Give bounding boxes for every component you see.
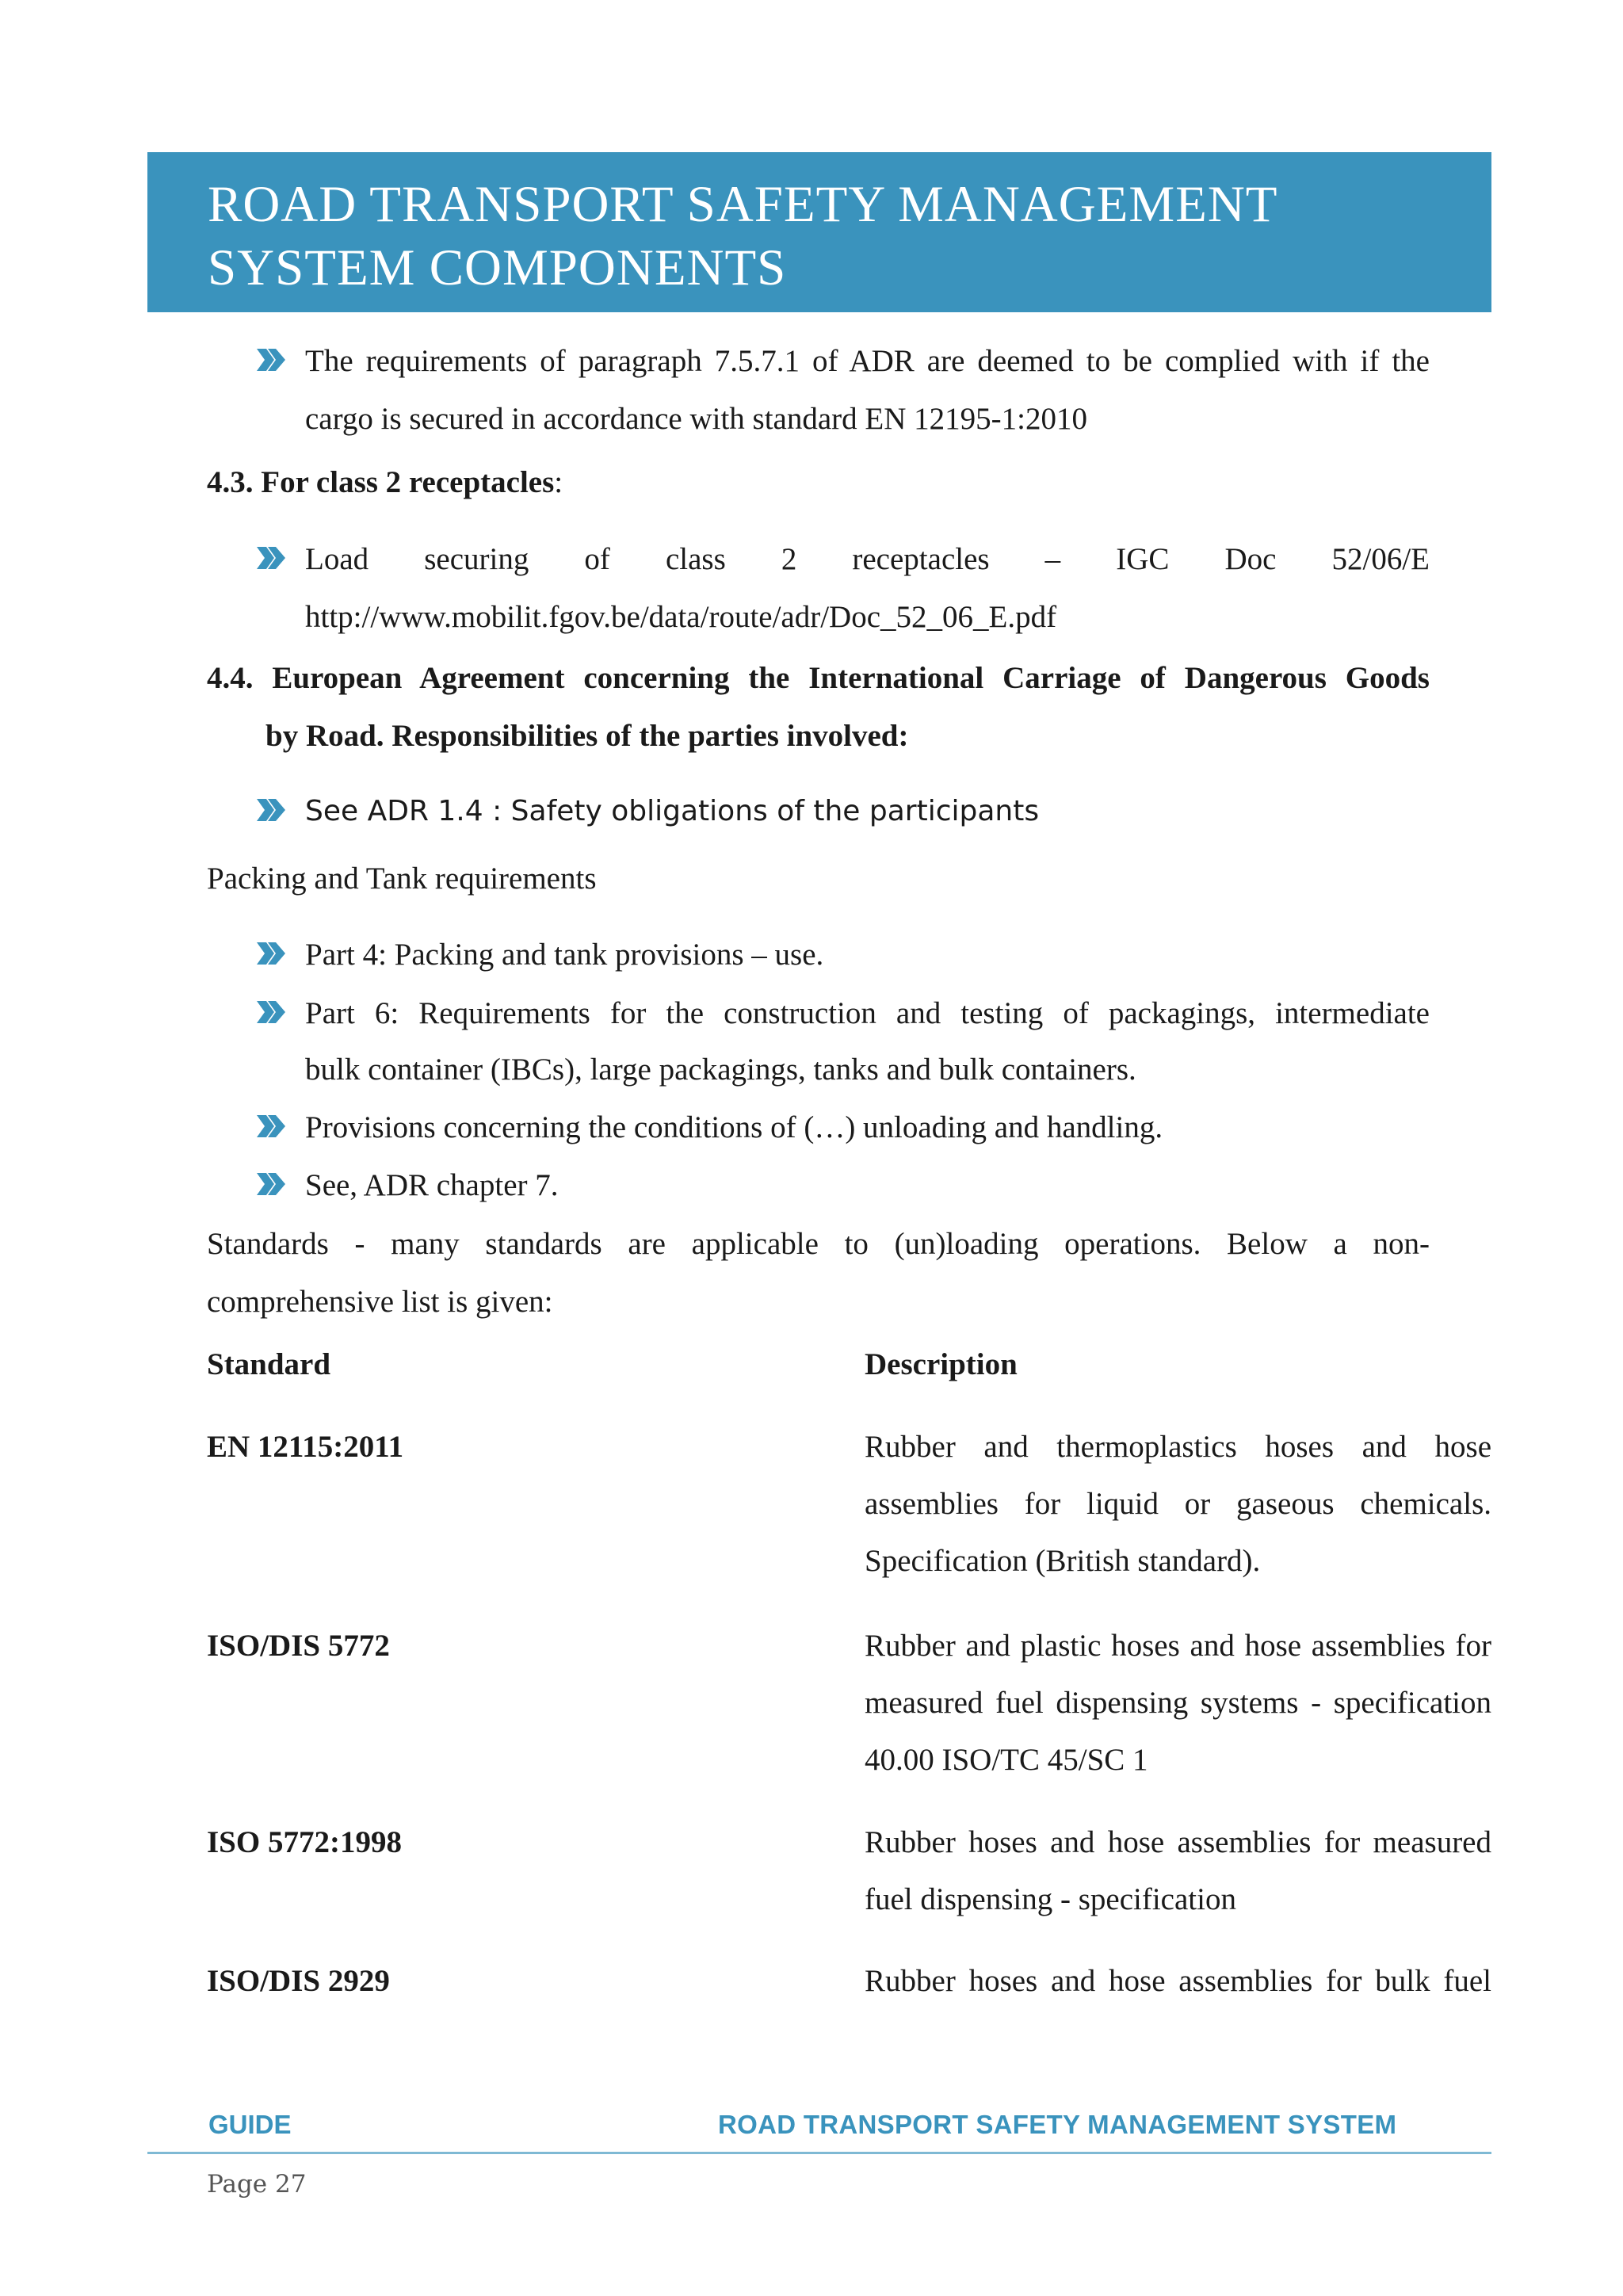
- list-item: Part 6: Requirements for the construction and testing of packagings, intermediate: [305, 996, 1430, 1030]
- table-cell-standard: ISO/DIS 2929: [207, 1964, 390, 1998]
- footer-document-title: ROAD TRANSPORT SAFETY MANAGEMENT SYSTEM: [718, 2110, 1397, 2139]
- table-cell-standard: ISO/DIS 5772: [207, 1629, 390, 1663]
- section-heading-4-3-text: 4.3. For class 2 receptacles: [207, 465, 555, 499]
- list-item: The requirements of paragraph 7.5.7.1 of ADR are deemed to be complied with if the: [305, 344, 1430, 378]
- packing-label: Packing and Tank requirements: [207, 861, 597, 896]
- section-heading-4-3-colon: :: [554, 465, 563, 499]
- table-header-standard: Standard: [207, 1347, 331, 1381]
- double-chevron-right-icon: [255, 1114, 287, 1139]
- section-heading-4-4: 4.4. European Agreement concerning the International Carriage of Dangerous Goods: [207, 661, 1430, 695]
- list-item: See ADR 1.4 : Safety obligations of the participants: [305, 795, 1040, 827]
- list-item-continuation: bulk container (IBCs), large packagings, tanks and bulk containers.: [305, 1052, 1136, 1087]
- table-header-description: Description: [865, 1347, 1018, 1381]
- table-cell-description: Rubber and thermoplastics hoses and hose assemblies for liquid or gaseous chemicals. Specification (British standard).: [865, 1430, 1491, 1578]
- standards-intro-line2: comprehensive list is given:: [207, 1285, 553, 1319]
- page-title-line2: SYSTEM COMPONENTS: [208, 239, 787, 296]
- section-heading-4-3: [207, 454, 1430, 511]
- header-band: [147, 152, 1491, 312]
- list-item-continuation: cargo is secured in accordance with standard EN 12195-1:2010: [305, 402, 1087, 436]
- table-cell-description: Rubber hoses and hose assemblies for measured fuel dispensing - specification: [865, 1825, 1491, 1916]
- standards-intro: Standards - many standards are applicable to (un)loading operations. Below a non-: [207, 1227, 1430, 1261]
- list-item: Load securing of class 2 receptacles – IGC Doc 52/06/E: [305, 542, 1430, 576]
- double-chevron-right-icon: [255, 941, 287, 966]
- table-cell-standard: ISO 5772:1998: [207, 1825, 402, 1859]
- table-cell-standard: EN 12115:2011: [207, 1430, 404, 1464]
- double-chevron-right-icon: [255, 1171, 287, 1197]
- list-item: Provisions concerning the conditions of (…) unloading and handling.: [305, 1110, 1163, 1144]
- double-chevron-right-icon: [255, 545, 287, 571]
- list-item: See, ADR chapter 7.: [305, 1168, 559, 1202]
- table-cell-description: Rubber and plastic hoses and hose assemblies for measured fuel dispensing systems - specification 40.00 ISO/TC 45/SC 1: [865, 1629, 1491, 1777]
- list-item: Part 4: Packing and tank provisions – use.: [305, 938, 824, 972]
- page-title-line1: ROAD TRANSPORT SAFETY MANAGEMENT: [208, 176, 1278, 233]
- double-chevron-right-icon: [255, 797, 287, 823]
- section-heading-4-4-line2: by Road. Responsibilities of the parties involved:: [265, 719, 909, 753]
- footer-guide-label: GUIDE: [208, 2110, 292, 2139]
- double-chevron-right-icon: [255, 999, 287, 1025]
- footer-divider: [147, 2152, 1491, 2154]
- page-number: Page 27: [207, 2170, 307, 2199]
- double-chevron-right-icon: [255, 347, 287, 372]
- page-title: [208, 173, 1460, 300]
- table-cell-description: Rubber hoses and hose assemblies for bulk fuel: [865, 1964, 1491, 1998]
- link-url: http://www.mobilit.fgov.be/data/route/adr/Doc_52_06_E.pdf: [305, 600, 1057, 634]
